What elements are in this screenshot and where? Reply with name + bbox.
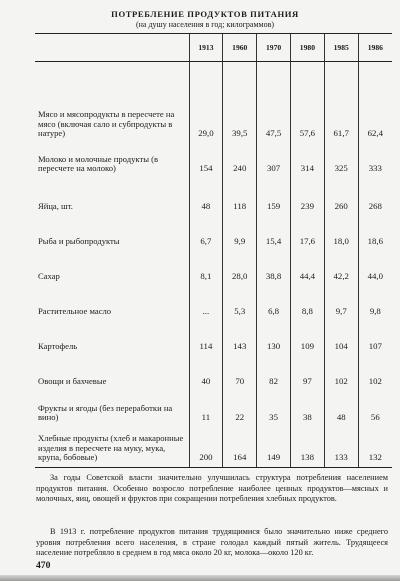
value-cell: 133: [324, 425, 358, 468]
year-header: 1985: [324, 34, 358, 62]
row-label: Яйца, шт.: [38, 201, 73, 212]
row-label: Овощи и бахчевые: [38, 376, 107, 387]
value-cell: 107: [358, 319, 392, 354]
value-cell: 47,5: [257, 62, 291, 142]
row-label: Хлебные продукты (хлеб и макаронные изделия в пересчете на муку, мука, крупа, бобовые): [35, 425, 189, 468]
value-cell: 114: [189, 319, 223, 354]
value-cell: 9,8: [358, 284, 392, 319]
value-cell: 268: [358, 176, 392, 214]
value-cell: 35: [257, 389, 291, 425]
value-cell: 62,4: [358, 62, 392, 142]
table-row: [35, 389, 392, 425]
value-cell: 307: [257, 141, 291, 176]
value-cell: 5,3: [223, 284, 257, 319]
value-cell: 8,1: [189, 249, 223, 284]
value-cell: 44,4: [290, 249, 324, 284]
year-header: 1960: [223, 34, 257, 62]
value-cell: 109: [290, 319, 324, 354]
value-cell: 102: [324, 354, 358, 389]
table-row: [35, 425, 392, 468]
page-number: 470: [36, 560, 51, 571]
value-cell: 70: [223, 354, 257, 389]
table-row: [35, 214, 392, 249]
value-cell: 333: [358, 141, 392, 176]
value-cell: 48: [324, 389, 358, 425]
header-label-cell: [35, 34, 189, 62]
year-header: 1980: [290, 34, 324, 62]
value-cell: 6,7: [189, 214, 223, 249]
year-header: 1986: [358, 34, 392, 62]
value-cell: 38,8: [257, 249, 291, 284]
value-cell: 149: [257, 425, 291, 468]
value-cell: 132: [358, 425, 392, 468]
value-cell: 48: [189, 176, 223, 214]
value-cell: 42,2: [324, 249, 358, 284]
value-cell: 154: [189, 141, 223, 176]
row-label: Фрукты и ягоды (без переработки на вино): [38, 402, 173, 423]
value-cell: 8,8: [290, 284, 324, 319]
value-cell: 61,7: [324, 62, 358, 142]
table-row: [35, 141, 392, 176]
value-cell: 138: [290, 425, 324, 468]
body-paragraph: В 1913 г. потребление продуктов питания трудящимися было значительно ниже среднего уровня потребления всего населения, в стране голодал каждый пятый житель. Трудящееся население потребляло в среднем в год мяса около 20 кг, молока—около 120 кг.: [36, 527, 388, 558]
value-cell: 143: [223, 319, 257, 354]
table-row: [35, 249, 392, 284]
value-cell: 159: [257, 176, 291, 214]
page-edge-shadow: [0, 575, 400, 581]
row-label: Мясо и мясопродукты в пересчете на мясо (включая сало и субпродукты в натуре): [38, 109, 175, 139]
header-row: [35, 34, 392, 62]
value-cell: 44,0: [358, 249, 392, 284]
row-label: Растительное масло: [38, 306, 112, 317]
value-cell: 38: [290, 389, 324, 425]
value-cell: 40: [189, 354, 223, 389]
value-cell: 57,6: [290, 62, 324, 142]
value-cell: 28,0: [223, 249, 257, 284]
value-cell: 29,0: [189, 62, 223, 142]
value-cell: 118: [223, 176, 257, 214]
value-cell: 56: [358, 389, 392, 425]
value-cell: 164: [223, 425, 257, 468]
value-cell: 325: [324, 141, 358, 176]
value-cell: 102: [358, 354, 392, 389]
value-cell: 15,4: [257, 214, 291, 249]
value-cell: 239: [290, 176, 324, 214]
year-header: 1970: [257, 34, 291, 62]
value-cell: ...: [189, 284, 223, 319]
table-row: [35, 176, 392, 214]
table-row: [35, 62, 392, 142]
value-cell: 200: [189, 425, 223, 468]
table-row: [35, 354, 392, 389]
consumption-table: [35, 33, 392, 468]
value-cell: 240: [223, 141, 257, 176]
value-cell: 22: [223, 389, 257, 425]
value-cell: 9,9: [223, 214, 257, 249]
row-label: Молоко и молочные продукты (в пересчете на молоко): [38, 153, 159, 174]
value-cell: 82: [257, 354, 291, 389]
table-row: [35, 319, 392, 354]
value-cell: 11: [189, 389, 223, 425]
value-cell: 18,6: [358, 214, 392, 249]
body-paragraph: За годы Советской власти значительно улучшилась структура потребления населением продуктов питания. Особенно возросло потребление наиболее ценных продуктов—мясных и молочных, яиц, овощей и фруктов при сокращении потребления хлебных продуктов.: [36, 473, 388, 504]
value-cell: 18,0: [324, 214, 358, 249]
value-cell: 314: [290, 141, 324, 176]
value-cell: 17,6: [290, 214, 324, 249]
value-cell: 104: [324, 319, 358, 354]
table-subtitle: (на душу населения в год; килограммов): [135, 20, 275, 29]
value-cell: 130: [257, 319, 291, 354]
table-title: ПОТРЕБЛЕНИЕ ПРОДУКТОВ ПИТАНИЯ: [111, 9, 299, 19]
row-label: Картофель: [38, 341, 78, 352]
table-row: [35, 284, 392, 319]
value-cell: 6,8: [257, 284, 291, 319]
value-cell: 9,7: [324, 284, 358, 319]
year-header: 1913: [189, 34, 223, 62]
value-cell: 97: [290, 354, 324, 389]
value-cell: 260: [324, 176, 358, 214]
row-label: Сахар: [38, 271, 60, 282]
row-label: Рыба и рыбопродукты: [38, 236, 120, 247]
value-cell: 39,5: [223, 62, 257, 142]
